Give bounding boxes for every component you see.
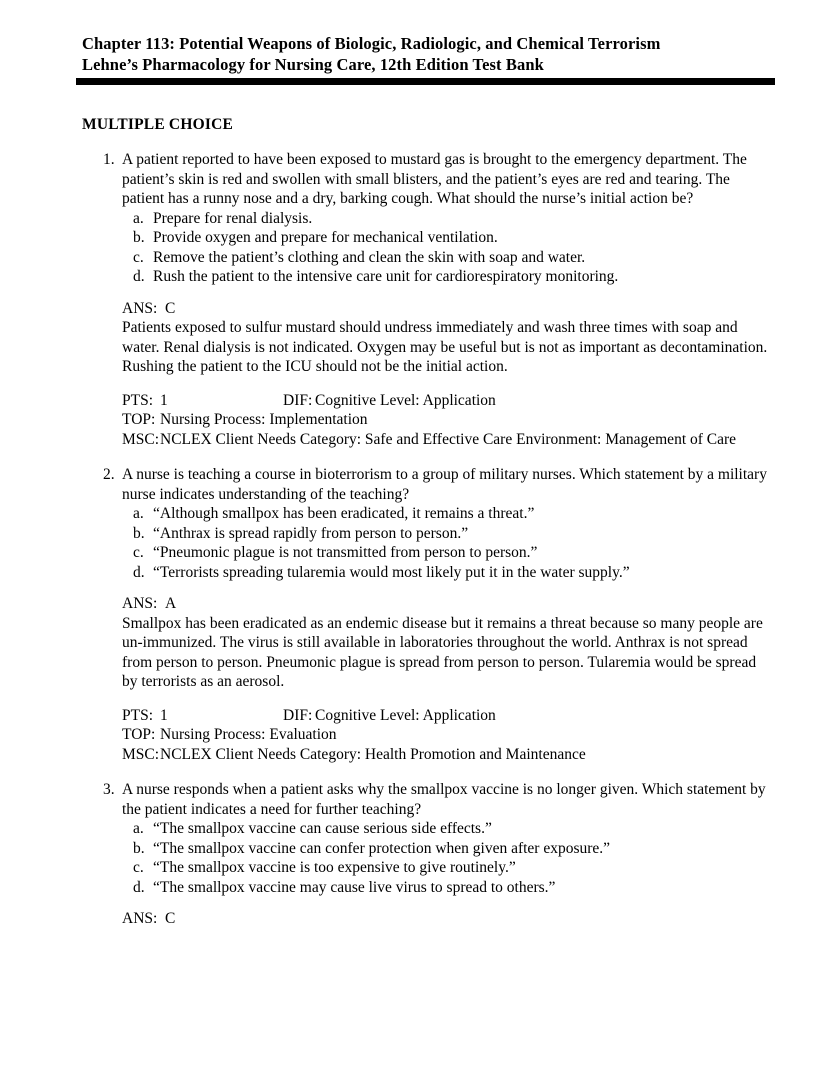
answer-value: C bbox=[165, 910, 176, 927]
question-number: 2. bbox=[103, 466, 115, 483]
option-text: “The smallpox vaccine can cause serious side effects.” bbox=[153, 820, 492, 837]
question-stem: A patient reported to have been exposed to mustard gas is brought to the emergency department. The patient’s skin is red and swollen with small blisters, and the patient’s eyes are red and tearing. The patient has a runny nose and a dry, barking cough. What should the nurse’s initial action be? bbox=[122, 151, 747, 207]
option-text: “The smallpox vaccine can confer protection when given after exposure.” bbox=[153, 839, 611, 857]
rationale-text: Patients exposed to sulfur mustard should undress immediately and wash three times with soap and water. Renal dialysis is not indicated. Oxygen may be useful but is not as important as decontamination. Rushing the patient to the ICU should not be the initial action. bbox=[122, 319, 768, 375]
option-text: “Although smallpox has been eradicated, it remains a threat.” bbox=[153, 505, 535, 522]
pts-value: 1 bbox=[160, 706, 168, 724]
option-letter: d. bbox=[133, 878, 145, 896]
answer-option bbox=[122, 878, 775, 898]
answer-option bbox=[122, 228, 775, 248]
msc-value: NCLEX Client Needs Category: Health Promotion and Maintenance bbox=[160, 745, 586, 763]
option-letter: b. bbox=[133, 839, 145, 857]
document-title-line1: Chapter 113: Potential Weapons of Biologic, Radiologic, and Chemical Terrorism bbox=[82, 34, 661, 53]
option-text: Rush the patient to the intensive care unit for cardiorespiratory monitoring. bbox=[153, 268, 619, 285]
option-text: “Anthrax is spread rapidly from person to person.” bbox=[153, 524, 469, 542]
top-value: Nursing Process: Implementation bbox=[160, 411, 368, 428]
top-label: TOP: bbox=[122, 726, 156, 743]
meta-line-pts-dif bbox=[122, 706, 775, 726]
option-text: Prepare for renal dialysis. bbox=[153, 209, 313, 227]
option-letter: a. bbox=[133, 820, 144, 837]
rationale-text: Smallpox has been eradicated as an endemic disease but it remains a threat because so many people are un-immunized. The virus is still available in laboratories throughout the world. Anthrax is not spread from person to person. Pneumonic plague is spread from person to person. Tularemia would be spread by terrorists as an aerosol. bbox=[122, 614, 763, 690]
question-body bbox=[122, 465, 775, 764]
option-letter: d. bbox=[133, 563, 145, 581]
answer-label: ANS: bbox=[122, 299, 158, 317]
question-body bbox=[122, 780, 775, 929]
question-number: 3. bbox=[103, 781, 115, 798]
answer-option bbox=[122, 563, 775, 583]
pts-label: PTS: bbox=[122, 706, 154, 724]
question-number: 1. bbox=[103, 151, 115, 168]
pts-value: 1 bbox=[160, 391, 168, 409]
option-text: “Terrorists spreading tularemia would most likely put it in the water supply.” bbox=[153, 563, 630, 581]
answer-option bbox=[122, 819, 775, 839]
answer-option bbox=[122, 209, 775, 229]
document-header bbox=[0, 0, 829, 75]
question-body bbox=[122, 150, 775, 449]
answer-label: ANS: bbox=[122, 595, 158, 612]
answer-option bbox=[122, 524, 775, 544]
answer-option bbox=[122, 543, 775, 563]
option-list bbox=[122, 209, 775, 287]
answer-option bbox=[122, 248, 775, 268]
meta-line-top bbox=[122, 410, 775, 430]
answer-line bbox=[122, 594, 775, 614]
msc-label: MSC: bbox=[122, 745, 160, 763]
option-text: “Pneumonic plague is not transmitted from person to person.” bbox=[153, 544, 538, 561]
pts-label: PTS: bbox=[122, 391, 154, 409]
dif-label: DIF: bbox=[283, 391, 313, 409]
question-list bbox=[0, 150, 829, 929]
dif-value: Cognitive Level: Application bbox=[315, 391, 496, 409]
document-title-line2: Lehne’s Pharmacology for Nursing Care, 12th Edition Test Bank bbox=[82, 55, 544, 74]
top-label: TOP: bbox=[122, 411, 156, 428]
option-letter: c. bbox=[133, 544, 144, 561]
meta-line-top bbox=[122, 725, 775, 745]
question-stem: A nurse is teaching a course in bioterrorism to a group of military nurses. Which statement by a military nurse indicates understanding of the teaching? bbox=[122, 466, 767, 503]
msc-value: NCLEX Client Needs Category: Safe and Effective Care Environment: Management of Care bbox=[160, 430, 737, 448]
top-value: Nursing Process: Evaluation bbox=[160, 726, 337, 743]
option-text: “The smallpox vaccine is too expensive to give routinely.” bbox=[153, 859, 516, 876]
dif-value: Cognitive Level: Application bbox=[315, 706, 496, 724]
question-stem: A nurse responds when a patient asks why the smallpox vaccine is no longer given. Which statement by the patient indicates a need for further teaching? bbox=[122, 781, 766, 818]
option-text: Remove the patient’s clothing and clean the skin with soap and water. bbox=[153, 248, 586, 266]
answer-value: C bbox=[165, 299, 176, 317]
option-letter: a. bbox=[133, 505, 144, 522]
option-letter: b. bbox=[133, 524, 145, 542]
option-letter: c. bbox=[133, 248, 144, 266]
section-heading: MULTIPLE CHOICE bbox=[82, 116, 233, 133]
option-letter: b. bbox=[133, 229, 145, 246]
question-item bbox=[82, 150, 775, 449]
meta-line-pts-dif bbox=[122, 391, 775, 411]
question-item bbox=[82, 780, 775, 929]
option-list bbox=[122, 504, 775, 582]
option-text: “The smallpox vaccine may cause live virus to spread to others.” bbox=[153, 878, 556, 896]
meta-line-msc bbox=[122, 745, 775, 765]
dif-label: DIF: bbox=[283, 706, 313, 724]
meta-block bbox=[122, 391, 775, 450]
option-list bbox=[122, 819, 775, 897]
meta-line-msc bbox=[122, 430, 775, 450]
msc-label: MSC: bbox=[122, 430, 160, 448]
option-letter: a. bbox=[133, 209, 144, 227]
answer-option bbox=[122, 267, 775, 287]
answer-value: A bbox=[165, 595, 177, 612]
answer-option bbox=[122, 858, 775, 878]
answer-option bbox=[122, 504, 775, 524]
option-letter: c. bbox=[133, 859, 144, 876]
answer-line bbox=[122, 299, 775, 319]
answer-option bbox=[122, 839, 775, 859]
question-item bbox=[82, 465, 775, 764]
meta-block bbox=[122, 706, 775, 765]
answer-line bbox=[122, 909, 775, 929]
option-text: Provide oxygen and prepare for mechanical ventilation. bbox=[153, 229, 498, 246]
answer-label: ANS: bbox=[122, 910, 158, 927]
header-rule bbox=[76, 78, 775, 85]
option-letter: d. bbox=[133, 268, 145, 285]
